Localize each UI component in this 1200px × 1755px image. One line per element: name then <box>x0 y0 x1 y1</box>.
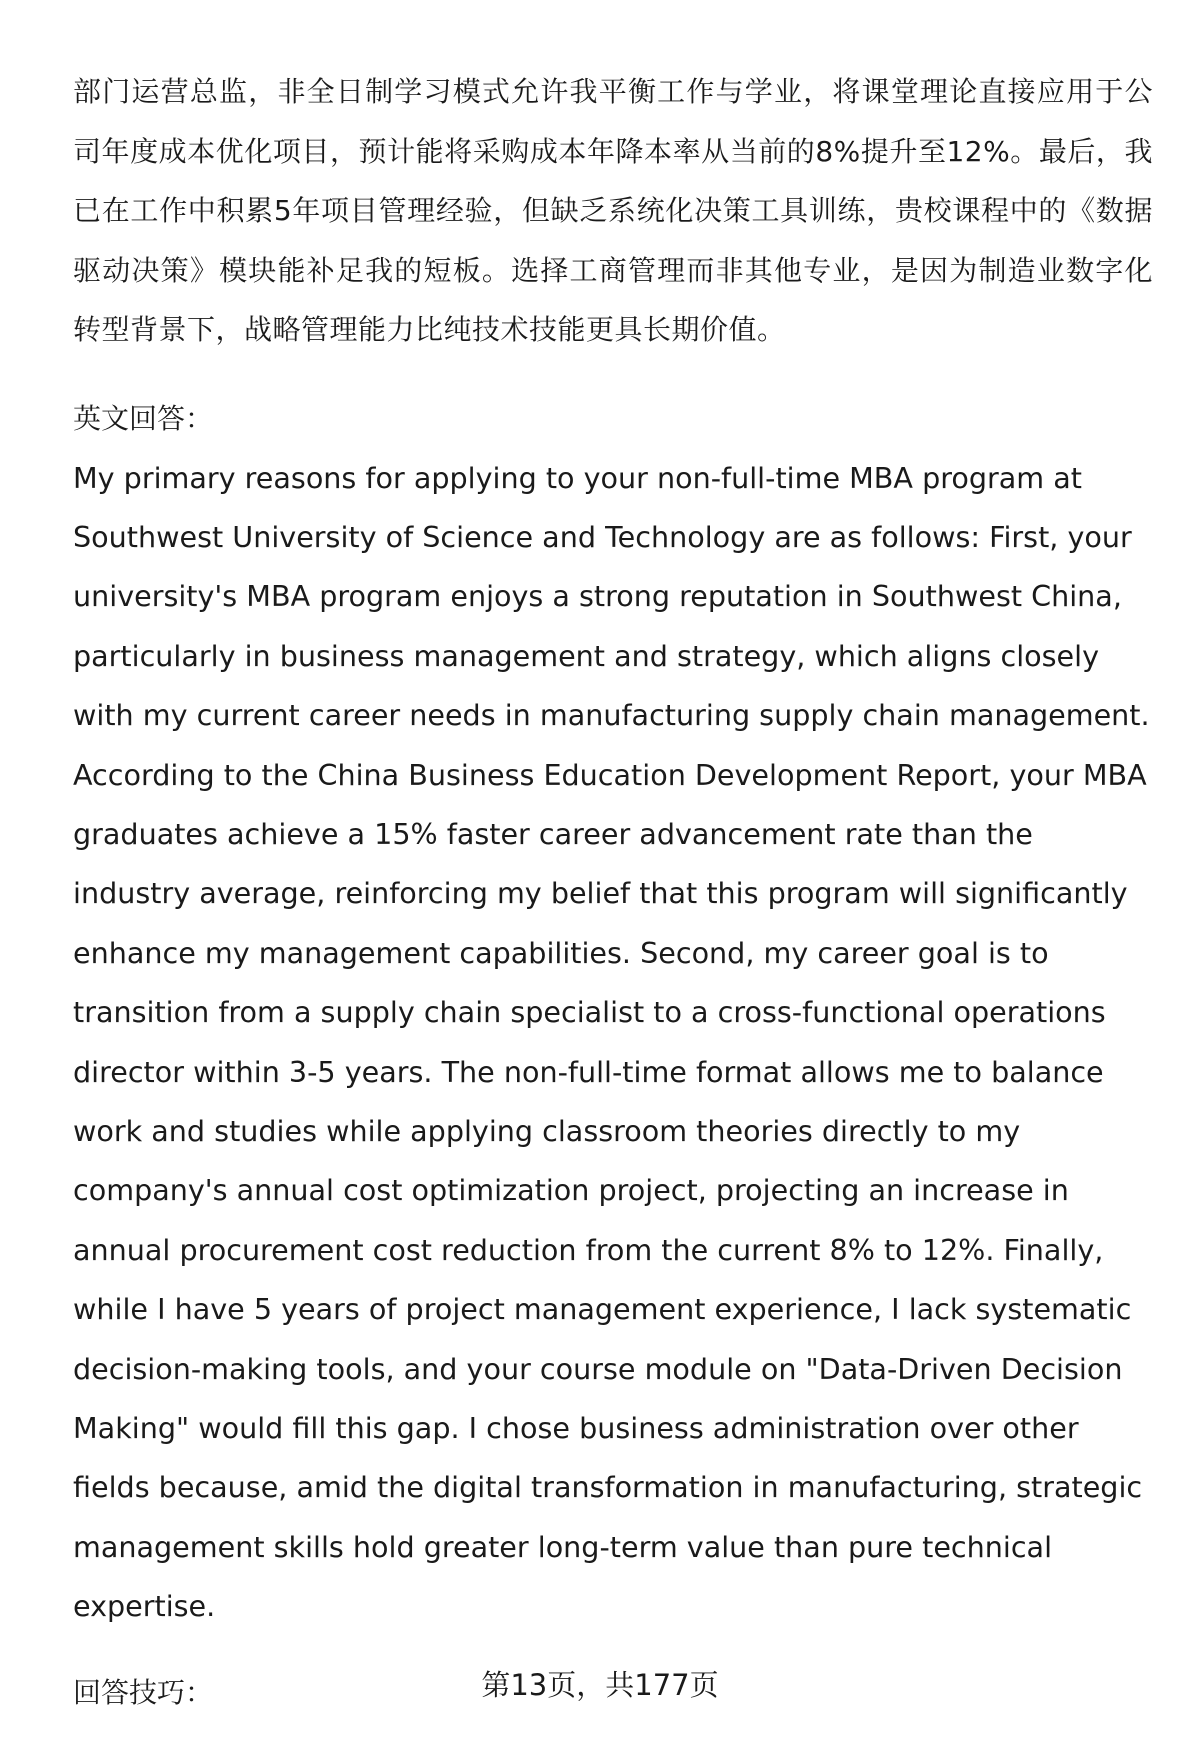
english-answer-label: 英文回答： <box>73 401 214 435</box>
page-number-footer: 第13页，共177页 <box>481 1668 719 1702</box>
english-answer-paragraph: My primary reasons for applying to your non-full-time MBA program at Southwest University of Science and Technology are as follows: First, your university's MBA program enjoys a strong reputation in Southwest China, particularly in business management and strategy, which aligns closely with my current career needs in manufacturing supply chain management. According to the China Business Education Development Report, your MBA graduates achieve a 15% faster career advancement rate than the industry average, reinforcing my belief that this program will significantly enhance my management capabilities. Second, my career goal is to transition from a supply chain specialist to a cross-functional operations director within 3-5 years. The non-full-time format allows me to balance work and studies while applying classroom theories directly to my company's annual cost optimization project, projecting an increase in annual procurement cost reduction from the current 8% to 12%. Finally, while I have 5 years of project management experience, I lack systematic decision-making tools, and your course module on "Data-Driven Decision Making" would fill this gap. I chose business administration over other fields because, amid the digital transformation in manufacturing, strategic management skills hold greater long-term value than pure technical expertise. <box>73 460 1150 1624</box>
page-content <box>73 62 1153 1723</box>
answer-tips-label: 回答技巧： <box>73 1675 214 1709</box>
chinese-answer-paragraph: 部门运营总监，非全日制学习模式允许我平衡工作与学业，将课堂理论直接应用于公司年度成本优化项目，预计能将采购成本年降本率从当前的8%提升至12%。最后，我已在工作中积累5年项目管理经验，但缺乏系统化决策工具训练，贵校课程中的《数据驱动决策》模块能补足我的短板。选择工商管理而非其他专业，是因为制造业数字化转型背景下，战略管理能力比纯技术技能更具长期价值。 <box>73 75 1153 346</box>
